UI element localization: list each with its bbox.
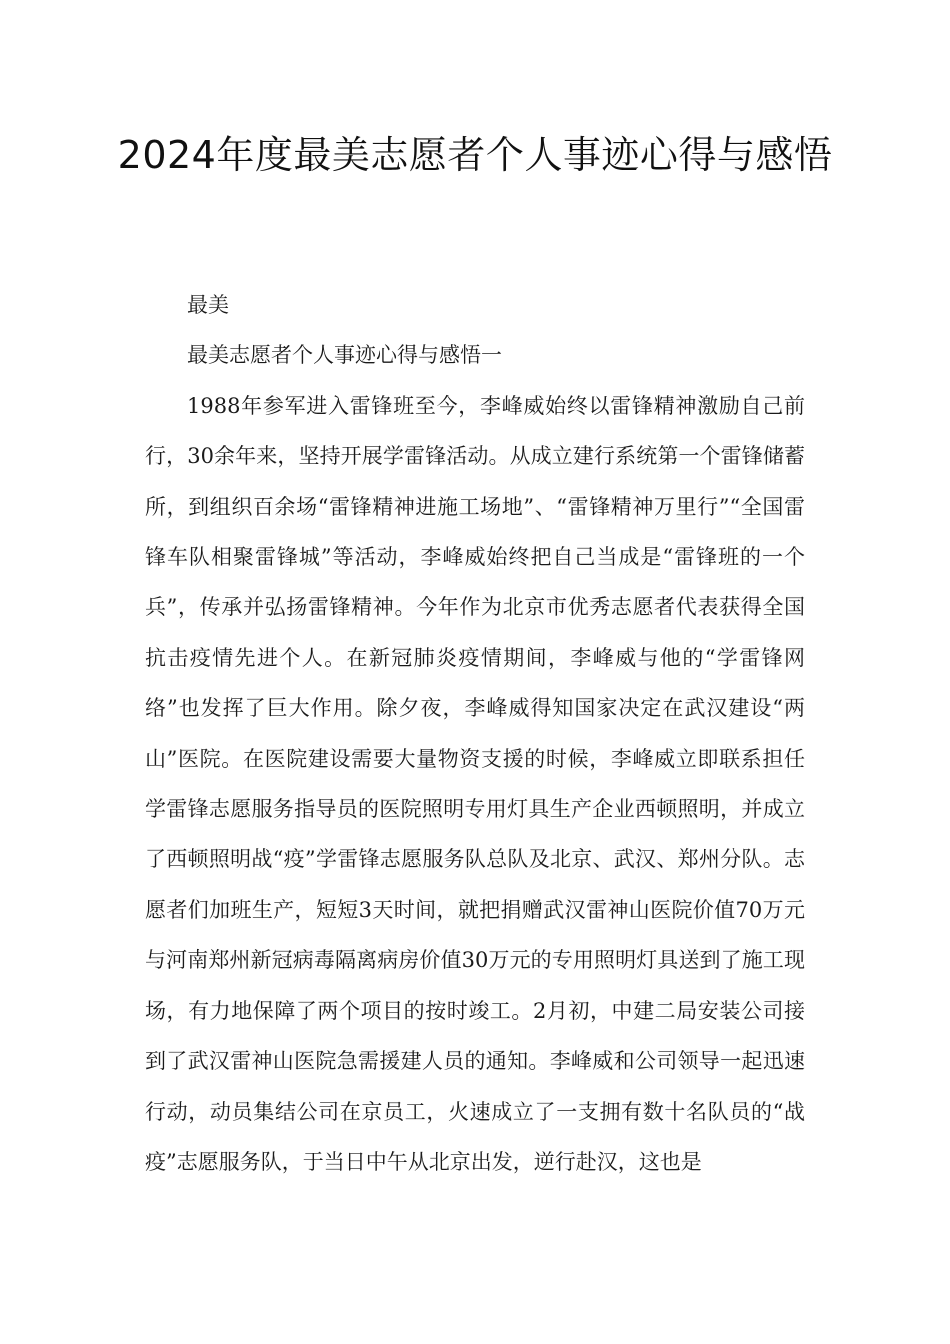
document-body [145, 280, 805, 1187]
document-title: 2024年度最美志愿者个人事迹心得与感悟 [117, 133, 833, 177]
paragraph-section-heading: 最美志愿者个人事迹心得与感悟一 [187, 343, 502, 368]
paragraph-main-body: 1988年参军进入雷锋班至今，李峰威始终以雷锋精神激励自己前行，30余年来，坚持开展学雷锋活动。从成立建行系统第一个雷锋储蓄所，到组织百余场“雷锋精神进施工场地”、“雷锋精神万里行”“全国雷锋车队相聚雷锋城”等活动，李峰威始终把自己当成是“雷锋班的一个兵”，传承并弘扬雷锋精神。今年作为北京市优秀志愿者代表获得全国抗击疫情先进个人。在新冠肺炎疫情期间，李峰威与他的“学雷锋网络”也发挥了巨大作用。除夕夜，李峰威得知国家决定在武汉建设“两山”医院。在医院建设需要大量物资支援的时候，李峰威立即联系担任学雷锋志愿服务指导员的医院照明专用灯具生产企业西顿照明，并成立了西顿照明战“疫”学雷锋志愿服务队总队及北京、武汉、郑州分队。志愿者们加班生产，短短3天时间，就把捐赠武汉雷神山医院价值70万元与河南郑州新冠病毒隔离病房价值30万元的专用照明灯具送到了施工现场，有力地保障了两个项目的按时竣工。2月初，中建二局安装公司接到了武汉雷神山医院急需援建人员的通知。李峰威和公司领导一起迅速行动，动员集结公司在京员工，火速成立了一支拥有数十名队员的“战疫”志愿服务队，于当日中午从北京出发，逆行赴汉，这也是 [145, 393, 805, 1174]
paragraph-short-heading: 最美 [187, 293, 229, 317]
